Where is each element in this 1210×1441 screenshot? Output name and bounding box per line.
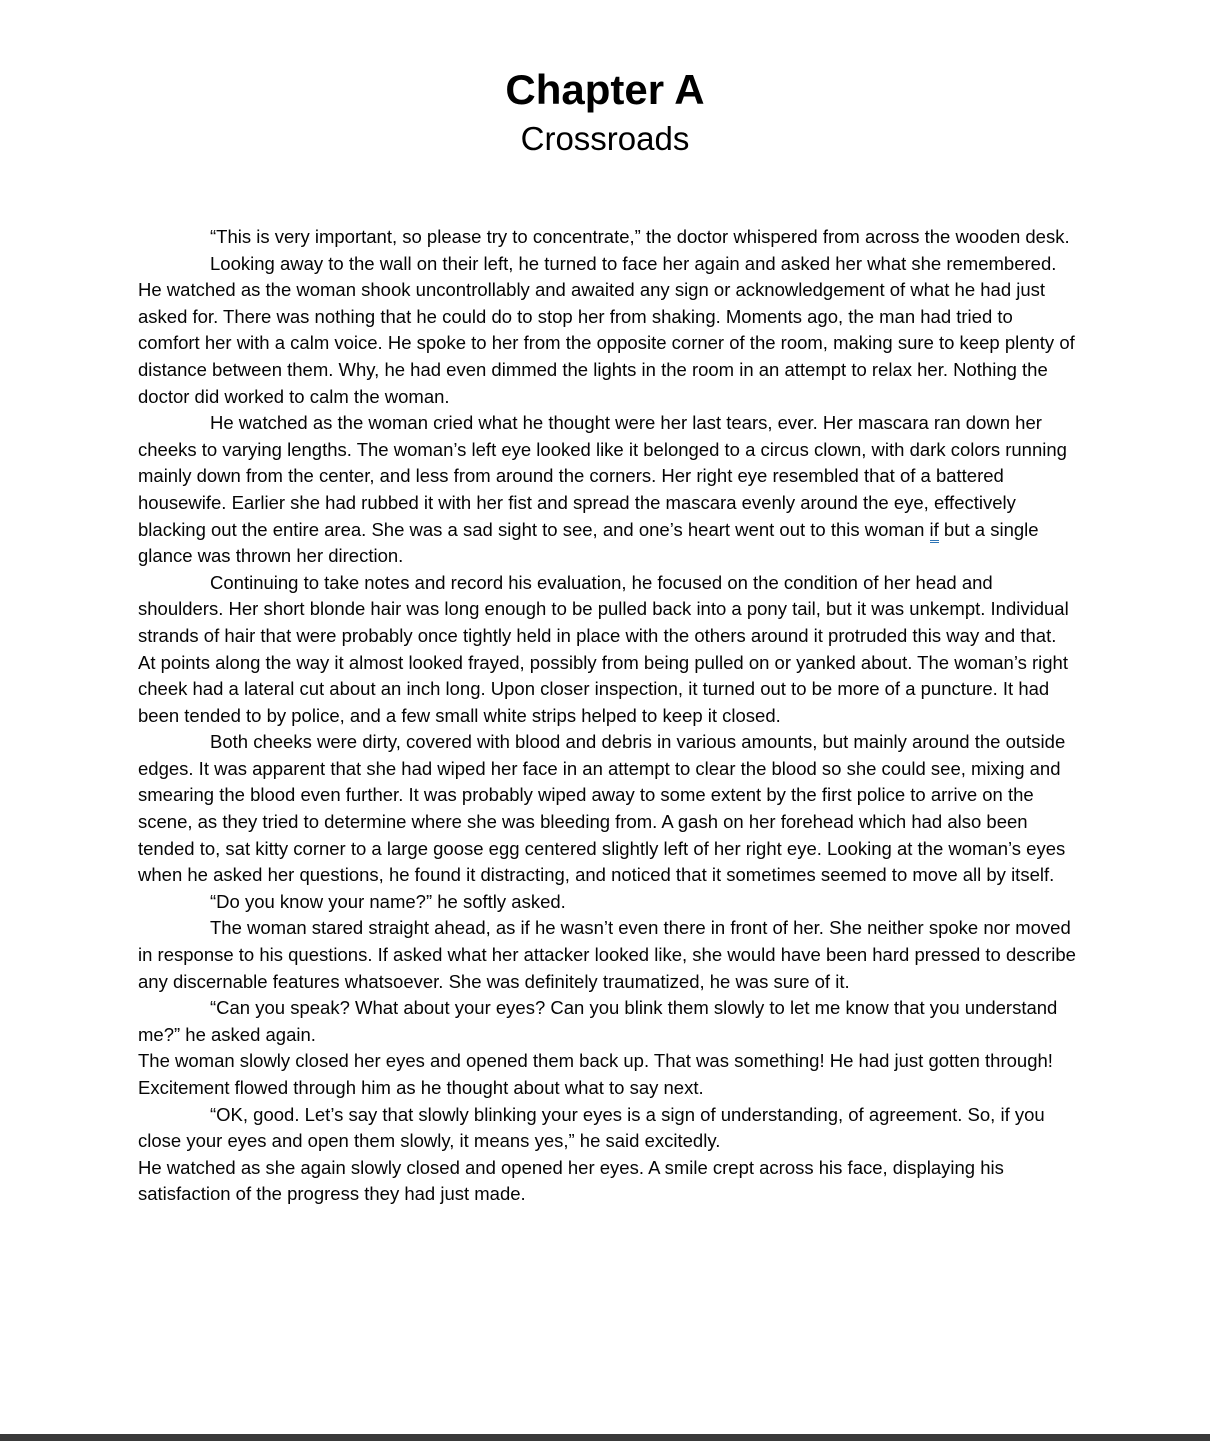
chapter-title: Chapter A — [505, 66, 705, 113]
paragraph — [138, 915, 1076, 995]
chapter-subtitle: Crossroads — [520, 120, 690, 157]
page-bottom-divider — [0, 1434, 1210, 1441]
paragraph-text: “Do you know your name?” he softly asked. — [210, 890, 566, 912]
grammar-check-underlined-word: if — [930, 519, 939, 543]
paragraph — [138, 1155, 1076, 1208]
paragraph-text: The woman slowly closed her eyes and opened them back up. That was something! He had just gotten through! Excitement flowed through him as he thought about what to say next. — [138, 1050, 1053, 1098]
paragraph — [138, 224, 1076, 251]
paragraph — [138, 1048, 1076, 1101]
paragraph — [138, 1102, 1076, 1155]
paragraph-text: Continuing to take notes and record his evaluation, he focused on the condition of her head and shoulders. Her short blonde hair was long enough to be pulled back into a pony tail, but it was unkempt. Individual strands of hair that were probably once tightly held in place with the others around it protruded this way and that. At points along the way it almost looked frayed, possibly from being pulled on or yanked about. The woman’s right cheek had a lateral cut about an inch long. Upon closer inspection, it turned out to be more of a puncture. It had been tended to by police, and a few small white strips helped to keep it closed. — [138, 571, 1069, 726]
paragraph-text: “Can you speak? What about your eyes? Can you blink them slowly to let me know that you understand me?” he asked again. — [138, 997, 1058, 1045]
paragraph-text: He watched as she again slowly closed and opened her eyes. A smile crept across his face, displaying his satisfaction of the progress they had just made. — [138, 1156, 1004, 1205]
paragraph-text: but a single glance was thrown her direction. — [138, 518, 1039, 567]
paragraph — [138, 729, 1076, 889]
paragraph — [138, 995, 1076, 1048]
chapter-heading-block — [0, 0, 1210, 158]
paragraph — [138, 570, 1076, 730]
paragraph — [138, 889, 1076, 916]
paragraph-text: He watched as the woman cried what he thought were her last tears, ever. Her mascara ran down her cheeks to varying lengths. The woman’s left eye looked like it belonged to a circus clown, with dark colors running mainly down from the center, and less from around the corners. Her right eye resembled that of a battered housewife. Earlier she had rubbed it with her fist and spread the mascara evenly around the eye, effectively blacking out the entire area. She was a sad sight to see, and one’s heart went out to this woman — [138, 412, 1067, 540]
paragraph-text: Looking away to the wall on their left, he turned to face her again and asked her what she remembered. He watched as the woman shook uncontrollably and awaited any sign or acknowledgement of what he had just asked for. There was nothing that he could do to stop her from shaking. Moments ago, the man had tried to comfort her with a calm voice. He spoke to her from the opposite corner of the room, making sure to keep plenty of distance between them. Why, he had even dimmed the lights in the room in an attempt to relax her. Nothing the doctor did worked to calm the woman. — [138, 252, 1075, 407]
paragraph-text: “This is very important, so please try to concentrate,” the doctor whispered from across the wooden desk. — [210, 226, 1070, 247]
paragraph-text: “OK, good. Let’s say that slowly blinking your eyes is a sign of understanding, of agreement. So, if you close your eyes and open them slowly, it means yes,” he said excitedly. — [138, 1103, 1045, 1152]
paragraph-text: The woman stared straight ahead, as if he wasn’t even there in front of her. She neither spoke nor moved in response to his questions. If asked what her attacker looked like, she would have been hard pressed to describe any discernable features whatsoever. She was definitely traumatized, he was sure of it. — [138, 917, 1076, 992]
document-body — [138, 224, 1076, 1208]
paragraph — [138, 251, 1076, 411]
paragraph — [138, 410, 1076, 570]
paragraph-text: Both cheeks were dirty, covered with blood and debris in various amounts, but mainly around the outside edges. It was apparent that she had wiped her face in an attempt to clear the blood so she could see, mixing and smearing the blood even further. It was probably wiped away to some extent by the first police to arrive on the scene, as they tried to determine where she was bleeding from. A gash on her forehead which had also been tended to, sat kitty corner to a large goose egg centered slightly left of her right eye. Looking at the woman’s eyes when he asked her questions, he found it distracting, and noticed that it sometimes seemed to move all by itself. — [138, 731, 1066, 886]
